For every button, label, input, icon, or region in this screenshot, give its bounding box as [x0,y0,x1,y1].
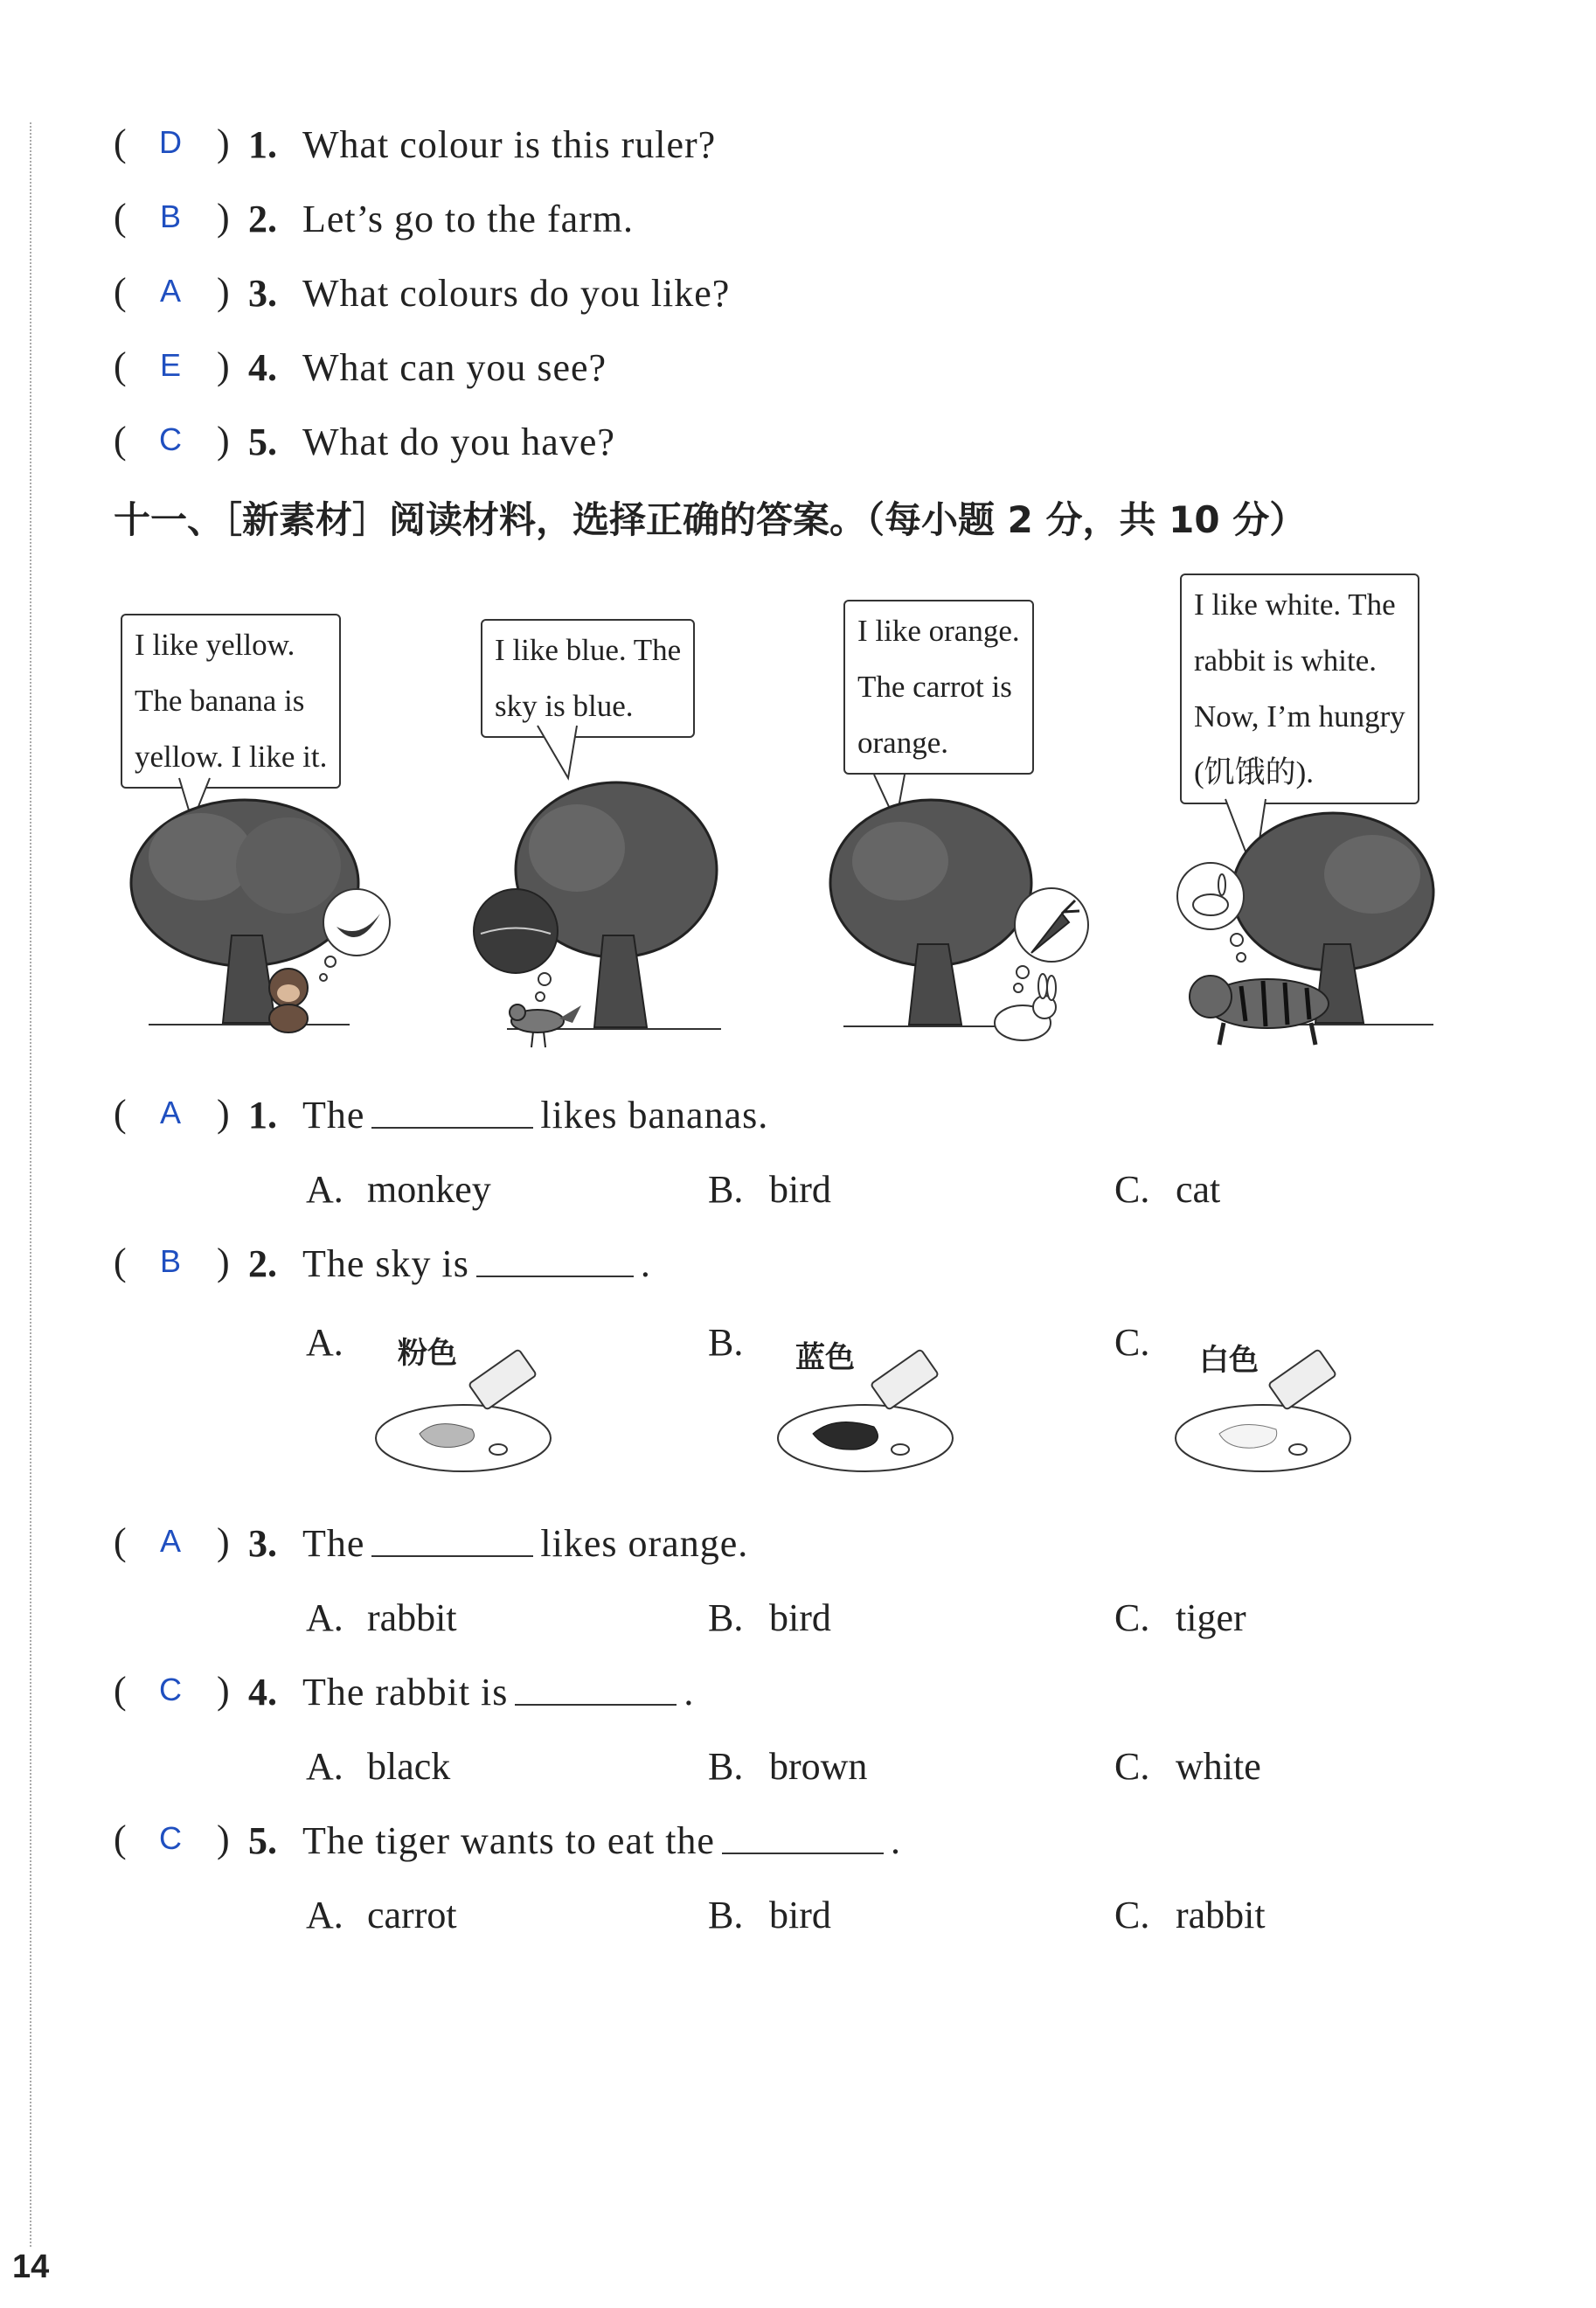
option-text: carrot [367,1894,457,1936]
question-number: 4. [248,1670,277,1714]
option-label: A. [306,1596,343,1639]
question-post: . [890,1818,901,1862]
option-text: bird [769,1168,831,1211]
question-3-options [306,1587,1442,1648]
question-2: ( B ) 2. The sky is . [114,1241,651,1285]
option-text: tiger [1176,1596,1246,1639]
option-b [708,1893,831,1937]
option-c [1114,1167,1220,1212]
rabbit-tree-illustration [826,568,1114,1058]
scene-monkey [114,568,402,1058]
question-4: ( C ) 4. The rabbit is . [114,1669,695,1714]
question-post: likes bananas. [540,1093,769,1137]
blue-paint-palette-icon [769,1346,961,1477]
option-label: A. [306,1745,343,1788]
section-number: 十一、 [114,498,225,541]
tree-icon [830,800,1036,1026]
bubble-line: sky is blue. [495,689,634,723]
tiger-tree-illustration [1171,568,1460,1058]
bubble-line: Now, I’m hungry [1194,699,1405,733]
bubble-line: The carrot is [857,670,1012,704]
option-text: bird [769,1894,831,1936]
option-text: white [1176,1745,1261,1788]
page-number: 14 [12,2249,50,2285]
option-label: B. [708,1168,744,1211]
question-post: . [640,1241,651,1285]
question-pre: The tiger wants to eat the [302,1818,715,1862]
bubble-line: rabbit is white. [1194,643,1377,678]
option-b [708,1320,769,1365]
option-label: A. [306,1894,343,1936]
bubble-line: (饥饿的). [1194,755,1315,789]
option-a [306,1744,450,1789]
answer-letter: C [159,1820,182,1856]
answer-blank [476,1249,634,1277]
option-b [708,1167,831,1212]
question-number: 2. [248,1241,277,1285]
item-number: 2. [248,197,277,240]
item-number: 5. [248,420,277,463]
option-label: B. [708,1596,744,1639]
option-text: monkey [367,1168,491,1211]
rabbit-icon [995,974,1056,1040]
question-pre: The [302,1093,365,1137]
banana-thought-icon [320,889,390,981]
question-number: 3. [248,1521,277,1565]
question-number: 5. [248,1818,277,1862]
item-number: 1. [248,122,277,166]
question-number: 1. [248,1093,277,1137]
item-text: What colours do you like? [302,271,731,315]
option-c [1114,1893,1266,1937]
option-label: B. [708,1894,744,1936]
answer-letter: B [159,198,181,234]
answer-letter: D [159,124,182,160]
item-text: What can you see? [302,345,607,389]
option-label: C. [1114,1745,1150,1788]
answer-blank [722,1826,884,1854]
option-label: C. [1114,1321,1150,1364]
answer-blank [371,1529,533,1557]
tiger-icon [1190,976,1329,1045]
match-item-1: ( D ) 1. What colour is this ruler? [114,122,717,166]
paint-label-white: 白色 [1199,1343,1259,1378]
answer-blank [515,1678,677,1706]
question-1: ( A ) 1. The likes bananas. [114,1092,769,1137]
question-5-options [306,1884,1442,1945]
margin-dotted-line [30,122,31,2247]
option-a [306,1595,457,1640]
bubble-line: I like orange. [857,614,1020,648]
question-pre: The [302,1521,365,1565]
white-paint-palette-icon [1167,1346,1359,1477]
option-label: A. [306,1321,343,1364]
option-text: rabbit [1176,1894,1266,1936]
question-post: likes orange. [540,1521,749,1565]
option-a [306,1893,457,1937]
bird-tree-illustration [472,568,760,1058]
section-instruction: 阅读材料，选择正确的答案。（每小题 2 分，共 10 分） [389,498,1307,541]
option-label: B. [708,1745,744,1788]
bubble-line: I like white. The [1194,587,1396,622]
scene-rabbit [826,568,1114,1058]
rabbit-thought-icon [1177,863,1246,962]
bird-icon [510,1005,581,1047]
option-label: B. [708,1321,744,1364]
option-text: black [367,1745,451,1788]
item-number: 3. [248,271,277,315]
monkey-tree-illustration [114,568,402,1058]
item-text: Let’s go to the farm. [302,197,635,240]
item-number: 4. [248,345,277,389]
monkey-icon [269,969,308,1032]
item-text: What do you have? [302,420,615,463]
match-item-4: ( E ) 4. What can you see? [114,344,607,389]
option-text: cat [1176,1168,1221,1211]
option-c [1114,1595,1246,1640]
option-label: C. [1114,1168,1150,1211]
option-a [306,1320,367,1365]
match-item-2: ( B ) 2. Let’s go to the farm. [114,196,635,240]
option-label: C. [1114,1894,1150,1936]
bubble-line: The banana is [135,684,305,718]
answer-letter: A [159,1523,181,1559]
section-tag: ［新素材］ [224,498,390,541]
bubble-line: orange. [857,726,948,760]
question-3: ( A ) 3. The likes orange. [114,1520,749,1565]
scene-tiger [1171,568,1460,1058]
pink-paint-palette-icon [367,1346,559,1477]
bubble-line: I like blue. The [495,633,682,667]
question-pre: The sky is [302,1241,469,1285]
question-2-options [306,1311,1442,1486]
sky-thought-icon [474,889,558,1001]
answer-letter: B [159,1243,181,1279]
question-1-options [306,1158,1442,1220]
answer-letter: A [159,273,181,309]
option-b [708,1595,831,1640]
answer-letter: E [159,347,181,383]
option-c [1114,1744,1261,1789]
scene-bird [472,568,760,1058]
answer-letter: A [159,1095,181,1130]
option-text: rabbit [367,1596,457,1639]
match-item-5: ( C ) 5. What do you have? [114,419,615,463]
question-4-options [306,1735,1442,1797]
answer-blank [371,1101,533,1129]
answer-letter: C [159,421,182,457]
match-item-3: ( A ) 3. What colours do you like? [114,270,731,315]
question-5: ( C ) 5. The tiger wants to eat the . [114,1818,901,1862]
paint-label-pink: 粉色 [398,1336,457,1371]
bubble-line: I like yellow. [135,628,295,662]
question-pre: The rabbit is [302,1670,509,1714]
question-post: . [684,1670,695,1714]
option-label: C. [1114,1596,1150,1639]
option-text: brown [769,1745,868,1788]
item-text: What colour is this ruler? [302,122,717,166]
paint-label-blue: 蓝色 [795,1340,855,1375]
answer-letter: C [159,1672,182,1707]
option-text: bird [769,1596,831,1639]
bubble-line: yellow. I like it. [135,740,328,774]
option-a [306,1167,491,1212]
option-b [708,1744,867,1789]
section-heading [114,491,1306,544]
option-label: A. [306,1168,343,1211]
